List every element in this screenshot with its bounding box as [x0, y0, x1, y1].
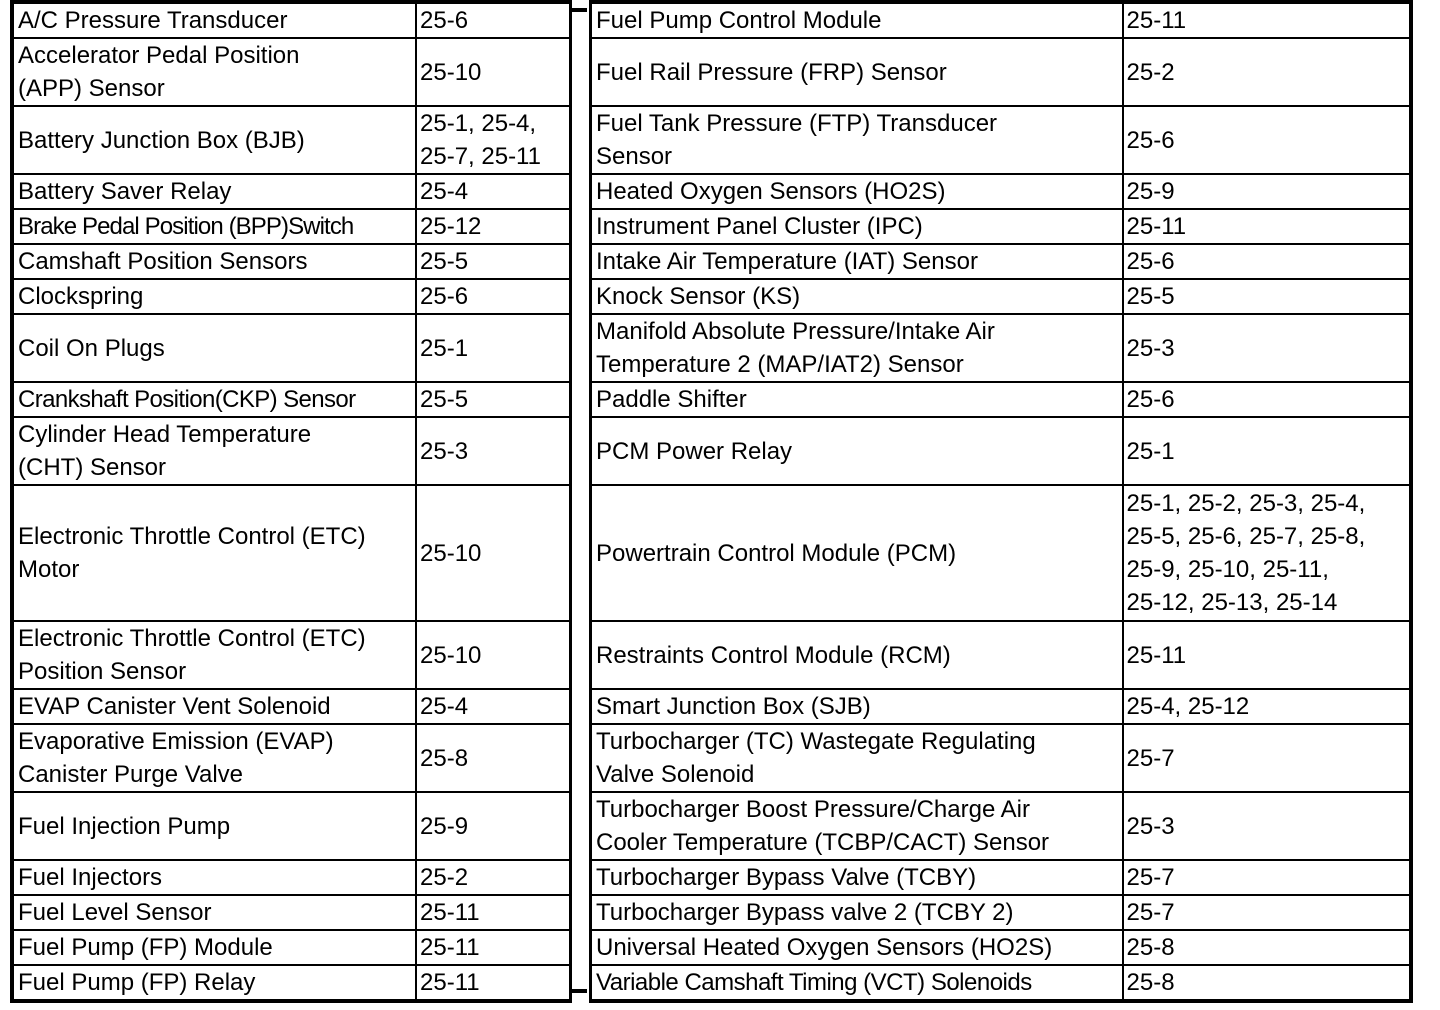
- location-ref: 25-6: [1123, 244, 1411, 279]
- table-row: [12, 106, 570, 174]
- table-row: [591, 792, 1411, 860]
- component-name: A/C Pressure Transducer: [12, 2, 416, 38]
- table-row: [591, 930, 1411, 965]
- location-ref: 25-12: [416, 209, 570, 244]
- component-name: Restraints Control Module (RCM): [591, 621, 1123, 689]
- component-name: Turbocharger Boost Pressure/Charge Air Cooler Temperature (TCBP/CACT) Sensor: [591, 792, 1123, 860]
- component-name: Brake Pedal Position (BPP)Switch: [12, 209, 416, 244]
- component-name: Fuel Pump Control Module: [591, 2, 1123, 38]
- component-name: Turbocharger Bypass Valve (TCBY): [591, 860, 1123, 895]
- location-ref: 25-6: [1123, 382, 1411, 417]
- table-row: [591, 38, 1411, 106]
- component-name: Battery Junction Box (BJB): [12, 106, 416, 174]
- location-ref: 25-7: [1123, 860, 1411, 895]
- component-name: Fuel Level Sensor: [12, 895, 416, 930]
- location-ref: 25-6: [1123, 106, 1411, 174]
- table-row: [12, 621, 570, 689]
- component-name: Smart Junction Box (SJB): [591, 689, 1123, 724]
- table-row: [591, 2, 1411, 38]
- component-name: EVAP Canister Vent Solenoid: [12, 689, 416, 724]
- location-ref: 25-11: [416, 930, 570, 965]
- location-ref: 25-1, 25-2, 25-3, 25-4, 25-5, 25-6, 25-7, 25-8, 25-9, 25-10, 25-11, 25-12, 25-13, 25-14: [1123, 485, 1411, 621]
- location-ref: 25-10: [416, 485, 570, 621]
- component-name: Variable Camshaft Timing (VCT) Solenoids: [591, 965, 1123, 1001]
- location-ref: 25-11: [1123, 209, 1411, 244]
- table-row: [12, 417, 570, 485]
- component-name: Cylinder Head Temperature (CHT) Sensor: [12, 417, 416, 485]
- component-name: Fuel Injection Pump: [12, 792, 416, 860]
- location-ref: 25-6: [416, 279, 570, 314]
- component-location-table-right: [589, 0, 1413, 1003]
- component-name: Instrument Panel Cluster (IPC): [591, 209, 1123, 244]
- component-name: Fuel Rail Pressure (FRP) Sensor: [591, 38, 1123, 106]
- location-ref: 25-4: [416, 689, 570, 724]
- location-ref: 25-2: [416, 860, 570, 895]
- location-ref: 25-11: [1123, 2, 1411, 38]
- component-name: Fuel Pump (FP) Module: [12, 930, 416, 965]
- location-ref: 25-2: [1123, 38, 1411, 106]
- location-ref: 25-6: [416, 2, 570, 38]
- component-name: Fuel Pump (FP) Relay: [12, 965, 416, 1001]
- location-ref: 25-7: [1123, 724, 1411, 792]
- location-ref: 25-9: [416, 792, 570, 860]
- location-ref: 25-7: [1123, 895, 1411, 930]
- component-name: Intake Air Temperature (IAT) Sensor: [591, 244, 1123, 279]
- table-row: [12, 279, 570, 314]
- table-row: [591, 689, 1411, 724]
- location-ref: 25-11: [416, 965, 570, 1001]
- location-ref: 25-3: [1123, 792, 1411, 860]
- location-ref: 25-10: [416, 38, 570, 106]
- component-name: Universal Heated Oxygen Sensors (HO2S): [591, 930, 1123, 965]
- location-ref: 25-1: [416, 314, 570, 382]
- table-row: [591, 314, 1411, 382]
- component-name: Accelerator Pedal Position (APP) Sensor: [12, 38, 416, 106]
- location-ref: 25-1: [1123, 417, 1411, 485]
- table-row: [12, 38, 570, 106]
- table-row: [591, 174, 1411, 209]
- location-ref: 25-9: [1123, 174, 1411, 209]
- table-row: [12, 965, 570, 1001]
- table-row: [12, 382, 570, 417]
- table-row: [12, 244, 570, 279]
- location-ref: 25-11: [416, 895, 570, 930]
- location-ref: 25-10: [416, 621, 570, 689]
- component-name: Powertrain Control Module (PCM): [591, 485, 1123, 621]
- table-row: [591, 724, 1411, 792]
- table-row: [591, 106, 1411, 174]
- component-name: Evaporative Emission (EVAP) Canister Purge Valve: [12, 724, 416, 792]
- component-name: Manifold Absolute Pressure/Intake Air Temperature 2 (MAP/IAT2) Sensor: [591, 314, 1123, 382]
- component-name: Camshaft Position Sensors: [12, 244, 416, 279]
- location-ref: 25-11: [1123, 621, 1411, 689]
- component-name: Battery Saver Relay: [12, 174, 416, 209]
- table-row: [12, 485, 570, 621]
- component-name: Turbocharger (TC) Wastegate Regulating Valve Solenoid: [591, 724, 1123, 792]
- table-row: [591, 621, 1411, 689]
- table-row: [12, 689, 570, 724]
- location-ref: 25-4, 25-12: [1123, 689, 1411, 724]
- column-gap-divider: [571, 8, 587, 993]
- location-ref: 25-3: [416, 417, 570, 485]
- location-ref: 25-1, 25-4, 25-7, 25-11: [416, 106, 570, 174]
- table-row: [12, 2, 570, 38]
- component-name: Paddle Shifter: [591, 382, 1123, 417]
- component-name: Turbocharger Bypass valve 2 (TCBY 2): [591, 895, 1123, 930]
- table-row: [591, 965, 1411, 1001]
- component-name: Electronic Throttle Control (ETC) Motor: [12, 485, 416, 621]
- table-row: [12, 895, 570, 930]
- location-ref: 25-3: [1123, 314, 1411, 382]
- table-row: [12, 792, 570, 860]
- table-row: [12, 314, 570, 382]
- table-row: [12, 174, 570, 209]
- table-row: [591, 485, 1411, 621]
- location-ref: 25-8: [1123, 930, 1411, 965]
- component-name: Clockspring: [12, 279, 416, 314]
- table-row: [591, 860, 1411, 895]
- right-table-body: [591, 2, 1411, 1001]
- location-ref: 25-8: [416, 724, 570, 792]
- component-name: Coil On Plugs: [12, 314, 416, 382]
- table-row: [591, 244, 1411, 279]
- table-row: [12, 724, 570, 792]
- location-ref: 25-4: [416, 174, 570, 209]
- component-location-table-left: [10, 0, 572, 1003]
- location-ref: 25-5: [416, 244, 570, 279]
- component-name: Knock Sensor (KS): [591, 279, 1123, 314]
- table-row: [591, 209, 1411, 244]
- location-ref: 25-8: [1123, 965, 1411, 1001]
- left-table-body: [12, 2, 570, 1001]
- table-row: [12, 860, 570, 895]
- table-row: [12, 209, 570, 244]
- component-name: PCM Power Relay: [591, 417, 1123, 485]
- table-row: [591, 417, 1411, 485]
- location-ref: 25-5: [1123, 279, 1411, 314]
- table-row: [591, 382, 1411, 417]
- component-name: Electronic Throttle Control (ETC) Position Sensor: [12, 621, 416, 689]
- component-name: Heated Oxygen Sensors (HO2S): [591, 174, 1123, 209]
- component-name: Fuel Injectors: [12, 860, 416, 895]
- component-name: Fuel Tank Pressure (FTP) Transducer Sensor: [591, 106, 1123, 174]
- table-row: [12, 930, 570, 965]
- table-row: [591, 279, 1411, 314]
- table-row: [591, 895, 1411, 930]
- location-ref: 25-5: [416, 382, 570, 417]
- component-name: Crankshaft Position(CKP) Sensor: [12, 382, 416, 417]
